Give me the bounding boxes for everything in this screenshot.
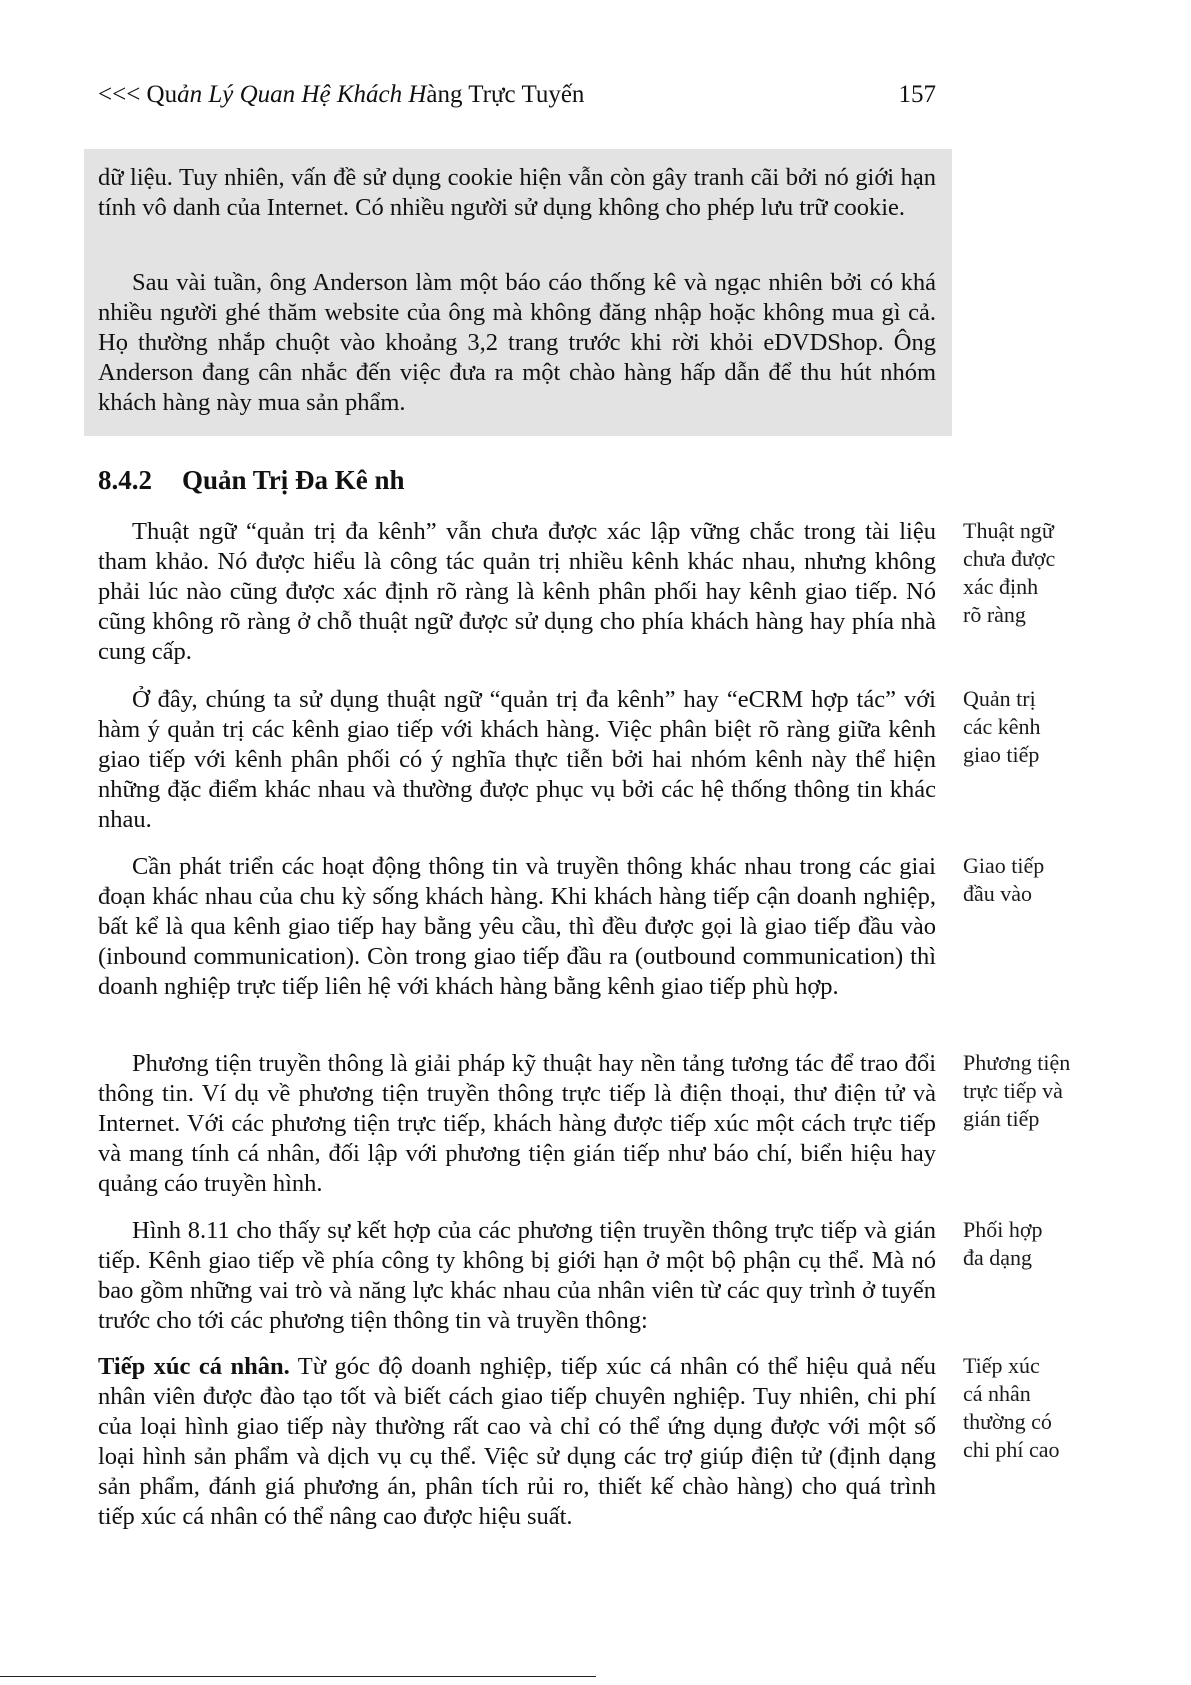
body-paragraph: Cần phát triển các hoạt động thông tin và truyền thông khác nhau trong các giai đoạn khác nhau của chu kỳ sống khách hàng. Khi khách hàng tiếp cận doanh nghiệp, bất kể là qua kênh giao tiếp hay bằng yêu cầu, thì đều được gọi là giao tiếp đầu vào (inbound communication). Còn trong giao tiếp đầu ra (outbound communication) thì doanh nghiệp trực tiếp liên hệ với khách hàng bằng kênh giao tiếp phù hợp. — [98, 853, 936, 1000]
section-heading — [98, 464, 798, 496]
margin-note: Thuật ngữ chưa được xác định rõ ràng — [963, 518, 1056, 627]
section-number: 8.4.2 — [98, 465, 152, 495]
page-number: 157 — [898, 81, 936, 108]
body-paragraph: Hình 8.11 cho thấy sự kết hợp của các phương tiện truyền thông trực tiếp và gián tiếp. Kênh giao tiếp về phía công ty không bị giới hạn ở một bộ phận cụ thể. Mà nó bao gồm những vai trò và năng lực khác nhau của nhân viên từ các quy trình ở tuyến trước cho tới các phương tiện thông tin và truyền thông: — [98, 1217, 936, 1334]
margin-note: Phương tiện trực tiếp và gián tiếp — [963, 1050, 1071, 1131]
body-paragraph: Thuật ngữ “quản trị đa kênh” vẫn chưa được xác lập vững chắc trong tài liệu tham khảo. Nó được hiểu là công tác quản trị nhiều kênh khác nhau, nhưng không phải lúc nào cũng được xác định rõ ràng là kênh phân phối hay kênh giao tiếp. Nó cũng không rõ ràng ở chỗ thuật ngữ được sử dụng cho phía khách hàng hay phía nhà cung cấp. — [98, 518, 936, 665]
paragraph-lead: Tiếp xúc cá nhân. — [98, 1353, 290, 1380]
body-paragraph: Ở đây, chúng ta sử dụng thuật ngữ “quản trị đa kênh” hay “eCRM hợp tác” với hàm ý quản trị các kênh giao tiếp với khách hàng. Việc phân biệt rõ ràng giữa kênh giao tiếp với kênh phân phối có ý nghĩa thực tiễn bởi hai nhóm kênh này thể hiện những đặc điểm khác nhau và thường được phục vụ bởi các hệ thống thông tin khác nhau. — [98, 686, 936, 833]
margin-note: Quản trị các kênh giao tiếp — [963, 686, 1041, 767]
section-title: Quản Trị Đa Kê nh — [182, 465, 405, 495]
book-title: <<< Quản Lý Quan Hệ Khách Hàng Trực Tuyến — [98, 81, 585, 108]
case-study-paragraph: dữ liệu. Tuy nhiên, vấn đề sử dụng cookie hiện vẫn còn gây tranh cãi bởi nó giới hạn tính vô danh của Internet. Có nhiều người sử dụng không cho phép lưu trữ cookie. — [98, 164, 936, 221]
body-paragraph: Phương tiện truyền thông là giải pháp kỹ thuật hay nền tảng tương tác để trao đổi thông tin. Ví dụ về phương tiện truyền thông trực tiếp là điện thoại, thư điện tử và Internet. Với các phương tiện trực tiếp, khách hàng được tiếp xúc một cách trực tiếp và mang tính cá nhân, đối lập với phương tiện gián tiếp như báo chí, biển hiệu hay quảng cáo truyền hình. — [98, 1050, 936, 1197]
running-header — [98, 80, 936, 110]
margin-note: Giao tiếp đầu vào — [963, 853, 1045, 906]
footer-rule — [0, 1676, 596, 1677]
margin-note: Tiếp xúc cá nhân thường có chi phí cao — [963, 1353, 1060, 1462]
margin-note: Phối hợp đa dạng — [963, 1217, 1043, 1270]
body-paragraph: Tiếp xúc cá nhân. Từ góc độ doanh nghiệp, tiếp xúc cá nhân có thể hiệu quả nếu nhân viên được đào tạo tốt và biết cách giao tiếp chuyên nghiệp. Tuy nhiên, chi phí của loại hình giao tiếp này thường rất cao và chỉ có thể ứng dụng được với một số loại hình sản phẩm và dịch vụ cụ thể. Việc sử dụng các trợ giúp điện tử (định dạng sản phẩm, đánh giá phương án, phân tích rủi ro, thiết kế chào hàng) cho quá trình tiếp xúc cá nhân có thể nâng cao được hiệu suất. — [98, 1353, 936, 1530]
case-study-paragraph: Sau vài tuần, ông Anderson làm một báo cáo thống kê và ngạc nhiên bởi có khá nhiều người ghé thăm website của ông mà không đăng nhập hoặc không mua gì cả. Họ thường nhắp chuột vào khoảng 3,2 trang trước khi rời khỏi eDVDShop. Ông Anderson đang cân nhắc đến việc đưa ra một chào hàng hấp dẫn để thu hút nhóm khách hàng này mua sản phẩm. — [98, 269, 936, 416]
